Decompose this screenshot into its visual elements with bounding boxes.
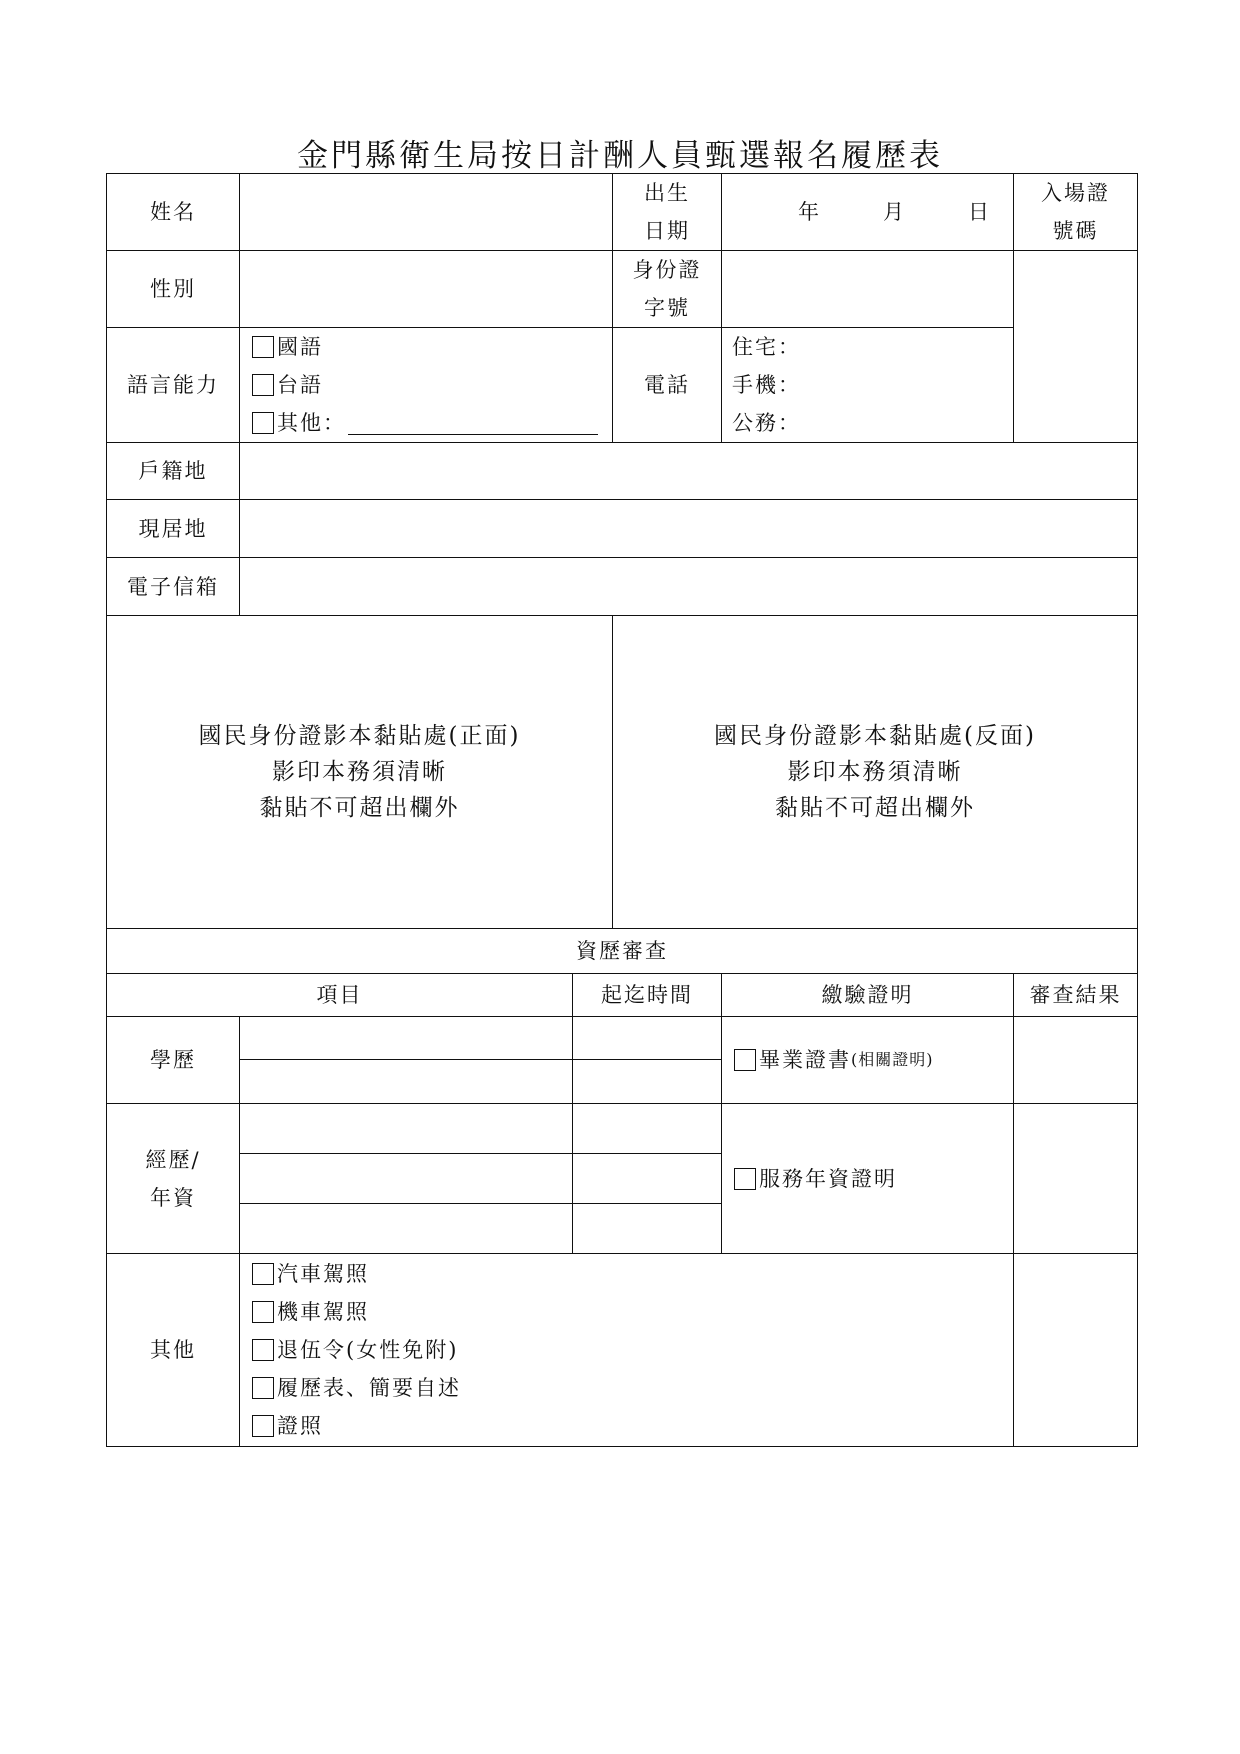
email-field[interactable] <box>240 558 1138 616</box>
education-label: 學歷 <box>107 1017 240 1104</box>
residence-label: 現居地 <box>107 500 240 558</box>
id-copy-front-note: 影印本務須清晰 <box>272 759 447 785</box>
id-copy-front-note: 黏貼不可超出欄外 <box>259 795 460 821</box>
phone-label: 電話 <box>613 328 722 443</box>
experience-period-3[interactable] <box>573 1204 722 1254</box>
residence-field[interactable] <box>240 500 1138 558</box>
experience-proof[interactable]: 服務年資證明 <box>722 1104 1014 1254</box>
language-option-mandarin[interactable]: 國語 <box>252 328 602 366</box>
phone-work-label: 公務： <box>732 411 801 435</box>
header-result: 審查結果 <box>1014 974 1138 1017</box>
gender-label: 性別 <box>107 251 240 328</box>
education-result[interactable] <box>1014 1017 1138 1104</box>
name-label: 姓名 <box>107 174 240 251</box>
phone-mobile-label: 手機： <box>732 373 801 397</box>
id-copy-back-note: 影印本務須清晰 <box>787 759 963 785</box>
email-label: 電子信箱 <box>107 558 240 616</box>
checkbox[interactable] <box>252 1339 274 1361</box>
phone-fields[interactable] <box>722 328 1014 443</box>
experience-entry-1[interactable] <box>240 1104 573 1154</box>
language-options <box>240 328 613 443</box>
admission-number-label: 入場證 號碼 <box>1014 174 1138 251</box>
experience-period-2[interactable] <box>573 1154 722 1204</box>
language-option-other[interactable]: 其他： <box>252 404 602 442</box>
date-day-label: 日 <box>968 200 991 224</box>
id-copy-back-title: 國民身份證影本黏貼處(反面) <box>714 723 1036 749</box>
id-number-label: 身份證 字號 <box>613 251 722 328</box>
education-entry-1[interactable] <box>240 1017 573 1060</box>
household-label: 戶籍地 <box>107 443 240 500</box>
other-result[interactable] <box>1014 1254 1138 1447</box>
experience-period-1[interactable] <box>573 1104 722 1154</box>
checkbox[interactable] <box>252 1263 274 1285</box>
page-title: 金門縣衛生局按日計酬人員甄選報名履歷表 <box>297 138 943 174</box>
application-form <box>106 173 1138 1447</box>
checkbox[interactable] <box>252 1301 274 1323</box>
admission-number-field[interactable] <box>1014 251 1138 443</box>
birth-date-field[interactable] <box>722 174 1014 251</box>
other-language-input[interactable] <box>348 412 598 435</box>
checkbox[interactable] <box>252 412 274 434</box>
experience-entry-2[interactable] <box>240 1154 573 1204</box>
education-proof[interactable]: 畢業證書 (相關證明) <box>722 1017 1014 1104</box>
name-field[interactable] <box>240 174 613 251</box>
language-option-taiwanese[interactable]: 台語 <box>252 366 602 404</box>
language-label: 語言能力 <box>107 328 240 443</box>
experience-label: 經歷/ 年資 <box>107 1104 240 1254</box>
review-section-title: 資歷審查 <box>107 929 1138 974</box>
other-option-motorcycle-license[interactable]: 機車駕照 <box>252 1293 1003 1331</box>
other-label: 其他 <box>107 1254 240 1447</box>
birth-date-label: 出生 日期 <box>613 174 722 251</box>
id-copy-back-area <box>613 616 1138 929</box>
id-copy-front-area <box>107 616 613 929</box>
checkbox[interactable] <box>252 1377 274 1399</box>
date-month-label: 月 <box>883 200 906 224</box>
education-period-2[interactable] <box>573 1060 722 1104</box>
header-period: 起迄時間 <box>573 974 722 1017</box>
other-options <box>240 1254 1014 1447</box>
other-option-discharge-certificate[interactable]: 退伍令(女性免附) <box>252 1331 1003 1369</box>
gender-field[interactable] <box>240 251 613 328</box>
id-copy-back-note: 黏貼不可超出欄外 <box>775 795 975 821</box>
experience-result[interactable] <box>1014 1104 1138 1254</box>
phone-home-label: 住宅： <box>732 335 801 359</box>
header-proof: 繳驗證明 <box>722 974 1014 1017</box>
education-period-1[interactable] <box>573 1017 722 1060</box>
date-year-label: 年 <box>798 200 821 224</box>
id-copy-front-title: 國民身份證影本黏貼處(正面) <box>198 723 521 749</box>
other-option-certificates[interactable]: 證照 <box>252 1407 1003 1445</box>
household-field[interactable] <box>240 443 1138 500</box>
checkbox[interactable] <box>252 374 274 396</box>
checkbox[interactable] <box>734 1168 756 1190</box>
id-number-field[interactable] <box>722 251 1014 328</box>
checkbox[interactable] <box>252 336 274 358</box>
header-item: 項目 <box>107 974 573 1017</box>
checkbox[interactable] <box>252 1415 274 1437</box>
education-entry-2[interactable] <box>240 1060 573 1104</box>
experience-entry-3[interactable] <box>240 1204 573 1254</box>
other-option-car-license[interactable]: 汽車駕照 <box>252 1255 1003 1293</box>
other-option-resume[interactable]: 履歷表、簡要自述 <box>252 1369 1003 1407</box>
checkbox[interactable] <box>734 1049 756 1071</box>
